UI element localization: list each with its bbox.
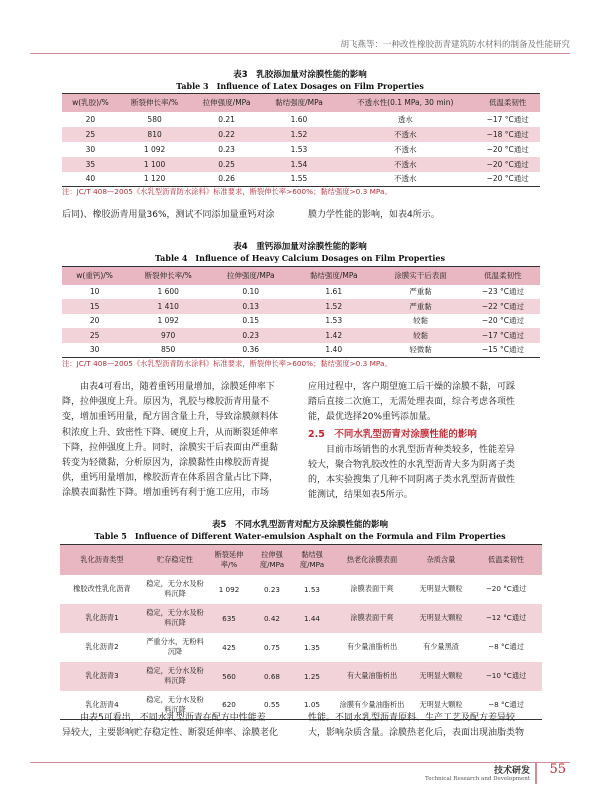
paragraph-line: 由表4可看出，随着重钙用量增加，涂膜延伸率下 (80, 382, 275, 392)
table-cell: 有少量黑渣 (423, 642, 459, 651)
table5-header: 杂质含量 (426, 554, 456, 564)
table-row (62, 127, 540, 142)
section-title: 2.5 不同水乳型沥青对涂膜性能的影响 (308, 428, 477, 440)
right-column-bottom (308, 711, 542, 741)
table-cell: 无明显大颗粒 (419, 671, 463, 680)
table3-note: 注：JC/T 408—2005《水乳型沥青防水涂料》标准要求，断裂伸长率>600%；黏结强度>0.3 MPa。 (62, 187, 392, 196)
table-cell: 0.55 (263, 700, 280, 710)
table-cell: 1 092 (218, 584, 240, 594)
table-row (62, 299, 540, 314)
table-cell: −20 °C通过 (486, 159, 529, 169)
table-cell: 乳化沥青3 (85, 671, 119, 680)
table-cell: 0.36 (242, 345, 260, 354)
table-cell: 0.23 (218, 144, 235, 154)
table-row (62, 343, 540, 358)
table3-header: 断裂伸长率/% (131, 98, 179, 108)
table5-header: 断裂延伸率/% (214, 549, 244, 569)
table-row (62, 157, 540, 172)
table-cell: 620 (222, 700, 236, 710)
table4 (62, 266, 540, 358)
table-cell: 0.26 (218, 174, 235, 184)
table-cell: 35 (85, 159, 96, 169)
table-cell: 透水 (397, 114, 413, 124)
table-cell: 乳化沥青1 (85, 613, 119, 622)
table-cell: −20 °C通过 (481, 316, 525, 326)
table-row (62, 142, 540, 157)
table5-header: 乳化沥青类型 (80, 554, 124, 564)
table-row (62, 285, 540, 300)
table-cell: −8 °C通过 (488, 642, 524, 651)
table-row (62, 172, 540, 187)
table-cell: 1.53 (290, 144, 308, 154)
table-cell: 1.35 (303, 642, 320, 652)
table5-header: 拉伸强度/MPa (259, 549, 285, 569)
table-cell: 0.22 (218, 129, 235, 139)
table-cell: −20 °C通过 (486, 174, 529, 184)
right-column (308, 380, 542, 503)
table-cell: 有大量油脂析出 (346, 671, 398, 680)
paragraph-line: 较大，聚合物乳胶改性的水乳型沥青大多为阴离子类 (308, 459, 516, 470)
table-cell: 有少量油脂析出 (346, 642, 398, 651)
table-cell: 涂膜有少量油脂析出 (339, 699, 405, 709)
table-row (62, 112, 540, 127)
table-cell: 425 (222, 642, 236, 652)
paragraph-line: 供，重钙用量增加，橡胶沥青在体系固含量占比下降， (62, 473, 279, 484)
table-cell: 稳定，无分水及粉料沉降 (146, 579, 204, 598)
table-row (60, 633, 542, 662)
table-cell: 轻微黏 (409, 345, 432, 354)
table-cell: 1.42 (325, 330, 343, 340)
table-cell: 1 600 (157, 287, 179, 297)
table4-header: 断裂伸长率/% (144, 271, 192, 281)
table-cell: 0.25 (218, 159, 235, 169)
paragraph-line: 下降，拉伸强度上升。同时，涂膜实干后表面由严重黏 (62, 442, 279, 453)
table-cell: 严重黏 (409, 301, 432, 311)
table-cell: 20 (85, 114, 96, 124)
paragraph-line: 后同)、橡胶沥青用量36%，测试不同添加量重钙对涂 (62, 210, 275, 220)
table-cell: 不透水 (394, 129, 417, 139)
table-cell: 橡胶改性乳化沥青 (73, 584, 131, 593)
table3 (62, 93, 540, 187)
table-cell: 涂膜表面干爽 (350, 584, 394, 593)
table3-header: 拉伸强度/MPa (202, 98, 251, 108)
table-cell: 涂膜表面干爽 (350, 613, 394, 622)
table-cell: 稳定，无分水及粉料沉降 (146, 608, 204, 627)
table-cell: 0.13 (242, 301, 260, 311)
table-cell: −17 °C通过 (481, 330, 525, 340)
table5 (60, 544, 542, 720)
paragraph-line: 目前市场销售的水乳型沥青种类较多，性能差异 (326, 444, 516, 455)
table-cell: 不透水 (394, 174, 417, 184)
table-cell: −20 °C通过 (486, 144, 529, 154)
table-row (60, 662, 542, 691)
table-row (62, 314, 540, 329)
table-cell: 稳定，无分水及粉料沉降 (146, 666, 204, 685)
table4-caption-en: Table 4 Influence of Heavy Calcium Dosages on Film Properties (154, 253, 445, 263)
table-cell: 1 120 (143, 174, 166, 184)
footer-section-en: Technical Research and Development (425, 776, 530, 782)
table-cell: 25 (85, 129, 96, 139)
table-cell: 1 100 (143, 159, 166, 169)
table3-header: 黏结强度/MPa (275, 98, 323, 108)
paragraph-line: 能测试，结果如表5所示。 (308, 490, 413, 501)
table-cell: 0.23 (263, 584, 280, 594)
table-cell: 0.75 (263, 642, 280, 652)
table-cell: 635 (222, 613, 236, 623)
table-cell: 1.53 (325, 316, 343, 326)
footer-divider (535, 762, 537, 784)
running-header: 胡飞燕等：一种改性橡胶沥青建筑防水材料的制备及性能研究 (340, 40, 570, 50)
table3-caption-en: Table 3 Influence of Latex Dosages on Film Properties (176, 81, 424, 91)
table-cell: 25 (89, 330, 100, 340)
table-cell: 不透水 (394, 144, 417, 154)
table-cell: 乳化沥青4 (85, 699, 119, 709)
table-cell: 无明显大颗粒 (419, 584, 463, 593)
table-cell: −20 °C通过 (485, 584, 527, 593)
table-cell: 乳化沥青2 (85, 642, 119, 651)
table-cell: 1.52 (325, 301, 343, 311)
table5-header: 黏结强度/MPa (299, 549, 325, 569)
table-cell: 0.10 (242, 287, 260, 297)
table-row (60, 604, 542, 633)
table3-header: w(乳胶)/% (72, 98, 109, 108)
footer-section-cn: 技术研发 (493, 766, 530, 776)
paragraph-line: 的，本实验搜集了几种不同阴离子类水乳型沥青做性 (308, 475, 516, 486)
table-cell: 不透水 (394, 159, 417, 169)
table5-header: 贮存稳定性 (157, 554, 193, 564)
table-cell: 1.54 (290, 159, 308, 169)
paragraph-line: 能，最优选择20%重钙添加量。 (308, 412, 437, 423)
table-cell: 1.52 (290, 129, 308, 139)
paragraph-line: 降，拉伸强度上升。原因为，乳胶与橡胶沥青用量不 (62, 397, 270, 408)
header-rule (30, 53, 570, 54)
table-cell: 0.15 (242, 316, 260, 326)
paragraph-line: 涂膜表面黏性下降。增加重钙有利于施工应用，市场 (62, 488, 270, 499)
table-cell: 560 (222, 671, 236, 681)
paragraph-line: 大，影响杂质含量。涂膜热老化后，表面出现油脂类物 (308, 728, 525, 739)
left-column-bottom (62, 711, 298, 741)
table4-note: 注：JC/T 408—2005《水乳型沥青防水涂料》标准要求，断裂伸长率>600%；黏结强度>0.3 MPa。 (62, 359, 392, 368)
paragraph-line: 积浓度上升、致密性下降、硬度上升，从而断裂延伸率 (62, 427, 279, 438)
table5-header: 低温柔韧性 (488, 554, 524, 564)
table-cell: 40 (85, 174, 96, 184)
table3-caption-cn: 表3 乳胶添加量对涂膜性能的影响 (233, 70, 367, 80)
paragraph-line: 应用过程中，客户期望施工后干燥的涂膜不黏，可踩 (308, 382, 516, 392)
table5-caption-en: Table 5 Influence of Different Water-emulsion Asphalt on the Formula and Film Properties (94, 531, 506, 541)
table-cell: 0.23 (242, 330, 260, 340)
table-cell: 0.21 (218, 114, 235, 124)
table-cell: 30 (85, 144, 96, 154)
paragraph-line: 转变为轻微黏，分析原因为，涂膜黏性由橡胶沥青提 (62, 458, 270, 469)
paragraph-line: 由表5可看出，不同水乳型沥青在配方中性能差 (80, 713, 266, 723)
table-cell: 无明显大颗粒 (419, 699, 463, 709)
table-cell: −8 °C通过 (488, 699, 524, 709)
paragraph-line: 膜力学性能的影响，如表4所示。 (308, 210, 440, 220)
table-cell: 1.25 (303, 671, 320, 681)
paragraph-line: 变，增加重钙用量，配方固含量上升，导致涂膜颜料体 (62, 412, 279, 423)
table-cell: 970 (161, 330, 176, 340)
table-cell: 严重分水，无粉料沉降 (146, 637, 204, 656)
table-cell: 15 (89, 301, 100, 311)
table4-header: 涂膜实干后表面 (394, 271, 447, 281)
table5-header: 热老化涂膜表面 (346, 554, 398, 564)
table-cell: 稳定，无分水及粉料沉降 (146, 694, 204, 714)
table-cell: 1 410 (157, 301, 179, 311)
table-cell: 580 (147, 114, 162, 124)
table-cell: 10 (89, 287, 100, 297)
table-row (60, 575, 542, 604)
table-cell: 20 (89, 316, 100, 326)
footer-rule (30, 762, 570, 763)
table-cell: 0.68 (263, 671, 280, 681)
table-cell: 1.61 (325, 287, 343, 297)
table4-header: 黏结强度/MPa (309, 271, 358, 281)
table-cell: −15 °C通过 (481, 345, 525, 354)
table-cell: 1.05 (303, 700, 320, 710)
table-cell: 1 092 (157, 316, 179, 326)
table4-header: 拉伸强度/MPa (226, 271, 275, 281)
paragraph-line: 异较大，主要影响贮存稳定性、断裂延伸率、涂膜老化 (62, 728, 279, 739)
paragraph-line: 踏后直接二次施工，无需处理表面，综合考虑各项性 (308, 397, 516, 408)
paragraph-line: 性能。不同水乳型沥青原料、生产工艺及配方差异较 (308, 713, 516, 723)
table-cell: 30 (89, 345, 100, 354)
table-cell: 1.55 (290, 174, 308, 184)
table3-header: 不透水性(0.1 MPa, 30 min) (357, 98, 454, 108)
table4-caption-cn: 表4 重钙添加量对涂膜性能的影响 (233, 242, 367, 252)
table-cell: 严重黏 (409, 287, 432, 297)
table4-header: 低温柔韧性 (484, 271, 522, 281)
table-cell: 较黏 (413, 316, 429, 326)
table-cell: −10 °C通过 (485, 671, 527, 680)
table-cell: 1.40 (325, 345, 343, 354)
table-cell: 1.53 (303, 584, 320, 594)
left-column (62, 380, 298, 502)
table5-caption-cn: 表5 不同水乳型沥青对配方及涂膜性能的影响 (212, 520, 388, 530)
table-cell: −12 °C通过 (485, 613, 527, 622)
table4-header: w(重钙)/% (76, 271, 113, 281)
table-cell: 1 092 (143, 144, 166, 154)
table-cell: 较黏 (413, 330, 429, 340)
table-cell: 850 (161, 345, 176, 354)
table-cell: −23 °C通过 (481, 287, 525, 297)
table-row (62, 328, 540, 343)
table-cell: 810 (147, 129, 162, 139)
table-cell: −17 °C通过 (486, 114, 529, 124)
table-cell: 1.60 (290, 114, 308, 124)
table-cell: 0.42 (263, 613, 280, 623)
page-number: 55 (549, 762, 566, 777)
table-cell: −18 °C通过 (486, 129, 529, 139)
table3-header: 低温柔韧性 (488, 98, 527, 108)
table-cell: −22 °C通过 (481, 301, 525, 311)
table-cell: 1.44 (303, 613, 320, 623)
table-cell: 无明显大颗粒 (419, 613, 463, 622)
